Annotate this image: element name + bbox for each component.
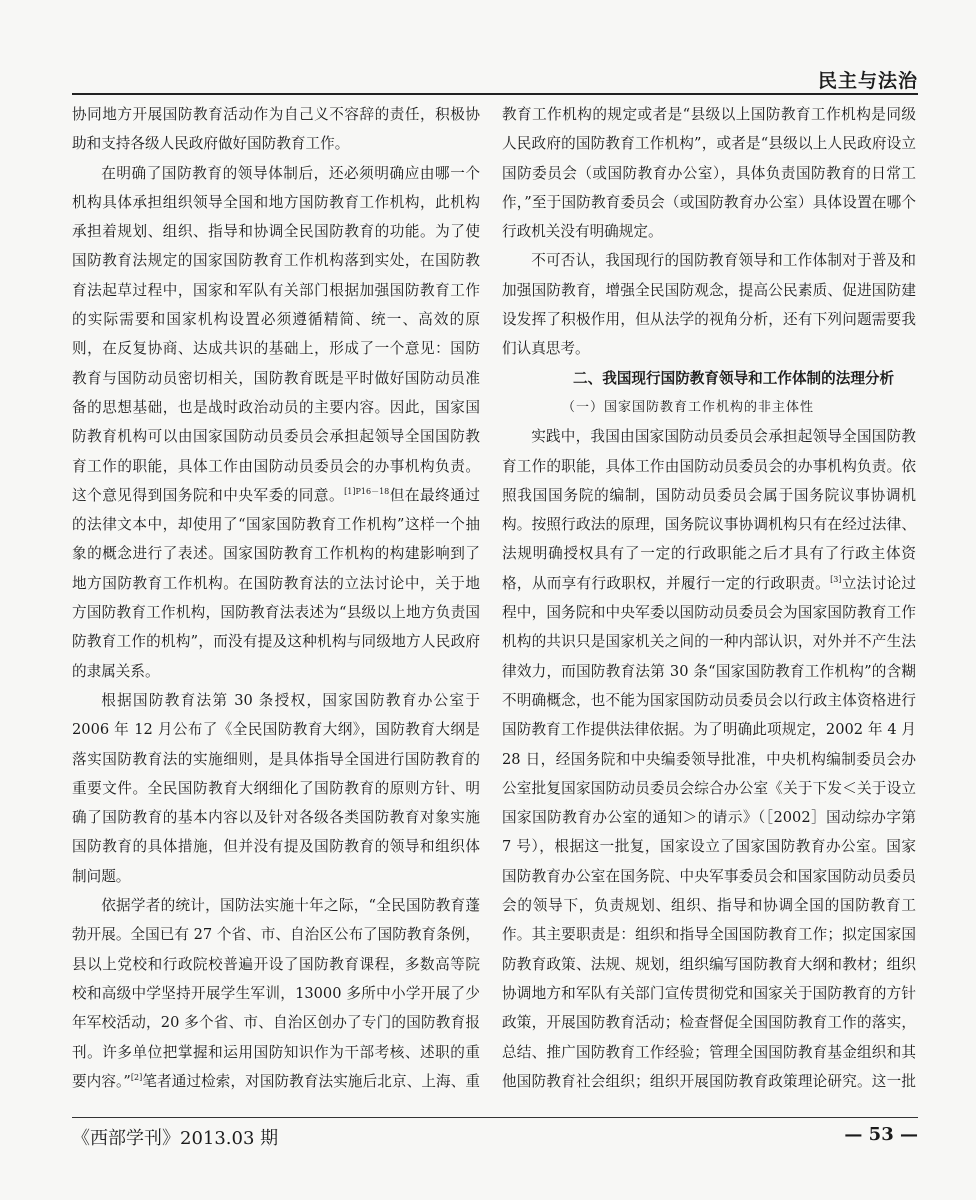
journal-name: 《西部学刊》2013.03 期 [72, 1128, 279, 1149]
paragraph-continuation: 协同地方开展国防教育活动作为自己义不容辞的责任，积极协助和支持各级人民政府做好国防教育工作。 [72, 106, 480, 153]
citation-ref: [1]P16－18 [344, 487, 390, 496]
left-column [72, 100, 480, 1090]
right-column [502, 100, 916, 1090]
section-header: 民主与法治 [817, 70, 918, 92]
section-heading: 二、我国现行国防教育领导和工作体制的法理分析 [573, 369, 895, 387]
paragraph-continuation: 教育工作机构的规定或者是“县级以上国防教育工作机构是同级人民政府的国防教育工作机构”，或者是“县级以上人民政府设立国防委员会（或国防教育办公室），具体负责国防教育的日常工作，”至于国防教育委员会（或国防教育办公室）具体设置在哪个行政机关没有明确规定。 [502, 106, 916, 241]
paragraph-text: 依据学者的统计，国防法实施十年之际，“全民国防教育蓬勃开展。全国已有 27 个省、市、自治区公布了国防教育条例，县以上党校和行政院校普遍开设了国防教育课程，多数高等院校和高级中学坚持开展学生军训，13000 多所中小学开展了少年军校活动，20 多个省、市、自治区创办了专门的国防教育报刊。许多单位把掌握和运用国防知识作为干部考核、述职的重要内容。” [72, 897, 480, 1090]
paragraph-text: 立法讨论过程中，国务院和中央军委以国防动员委员会为国家国防教育工作机构的共识只是国家机关之间的一种内部认识，对外并不产生法律效力，而国防教育法第 30 条“国家国防教育工作机构”的含糊不明确概念，也不能为国家国防动员委员会以行政主体资格进行国防教育工作提供法律依据。为了明确此项规定，2002 年 4 月 28 日，经国务院和中央编委领导批准，中央机构编制委员会办公室批复国家国防动员委员会综合办公室《关于下发＜关于设立国家国防教育办公室的通知＞的请示》（［2002］国动综办字第 7 号），根据这一批复，国家设立了国家国防教育办公室。国家国防教育办公室在国务院、中央军事委员会和国家国防动员委员会的领导下，负责规划、组织、指导和协调全国的国防教育工作。其主要职责是：组织和指导全国国防教育工作；拟定国家国防教育政策、法规、规划，组织编写国防教育大纲和教材；组织协调地方和军队有关部门宣传贯彻党和国家关于国防教育的方针政策，开展国防教育活动；检查督促全国国防教育工作的落实，总结、推广国防教育工作经验；管理全国国防教育基金组织和其他国防教育社会组织；组织开展国防教育政策理论研究。这一批 [502, 574, 916, 1090]
subsection-heading: （一）国家国防教育工作机构的非主体性 [562, 399, 815, 415]
paragraph-text: 在明确了国防教育的领导体制后，还必须明确应由哪一个机构具体承担组织领导全国和地方国防教育工作机构，此机构承担着规划、组织、指导和协调全民国防教育的功能。为了使国防教育法规定的国家国防教育工作机构落到实处，在国防教育法起草过程中，国家和军队有关部门根据加强国防教育工作的实际需要和国家机构设置必须遵循精简、统一、高效的原则，在反复协商、达成共识的基础上，形成了一个意见：国防教育与国防动员密切相关，国防教育既是平时做好国防动员准备的思想基础，也是战时政治动员的主要内容。因此，国家国防教育机构可以由国家国防动员委员会承担起领导全国国防教育工作的职能，具体工作由国防动员委员会的办事机构负责。这个意见得到国务院和中央军委的同意。 [72, 164, 480, 504]
header-divider [72, 93, 918, 95]
paragraph: 不可否认，我国现行的国防教育领导和工作体制对于普及和加强国防教育，增强全民国防观念，提高公民素质、促进国防建设发挥了积极作用，但从法学的视角分析，还有下列问题需要我们认真思考。 [502, 252, 916, 358]
paragraph [72, 159, 480, 686]
page-number: — 53 — [844, 1124, 918, 1145]
citation-ref: [3] [830, 574, 842, 584]
paragraph-text: 笔者通过检索，对国防教育法实施后北京、上海、重 [142, 1072, 480, 1090]
paragraph-text: 实践中，我国由国家国防动员委员会承担起领导全国国防教育工作的职能，具体工作由国防动员委员会的办事机构负责。依照我国国务院的编制，国防动员委员会属于国务院议事协调机构。按照行政法的原理，国务院议事协调机构只有在经过法律、法规明确授权具有了一定的行政职能之后才具有了行政主体资格，从而享有行政职权，并履行一定的行政职责。 [502, 428, 916, 592]
citation-ref: [2] [130, 1072, 143, 1082]
paragraph-text: 但在最终通过的法律文本中，却使用了“国家国防教育工作机构”这样一个抽象的概念进行了表述。国家国防教育工作机构的构建影响到了地方国防教育工作机构。在国防教育法的立法讨论中，关于地方国防教育工作机构，国防教育法表述为“县级以上地方负责国防教育工作的机构”，而没有提及这种机构与同级地方人民政府的隶属关系。 [72, 486, 480, 680]
paragraph [72, 891, 480, 1090]
paragraph: 根据国防教育法第 30 条授权，国家国防教育办公室于 2006 年 12 月公布了《全民国防教育大纲》，国防教育大纲是落实国防教育法的实施细则，是具体指导全国进行国防教育的重要文件。全民国防教育大纲细化了国防教育的原则方针、明确了国防教育的基本内容以及针对各级各类国防教育对象实施国防教育的具体措施，但并没有提及国防教育的领导和组织体制问题。 [72, 691, 480, 885]
footer-divider [72, 1117, 918, 1118]
paragraph [502, 422, 916, 1090]
